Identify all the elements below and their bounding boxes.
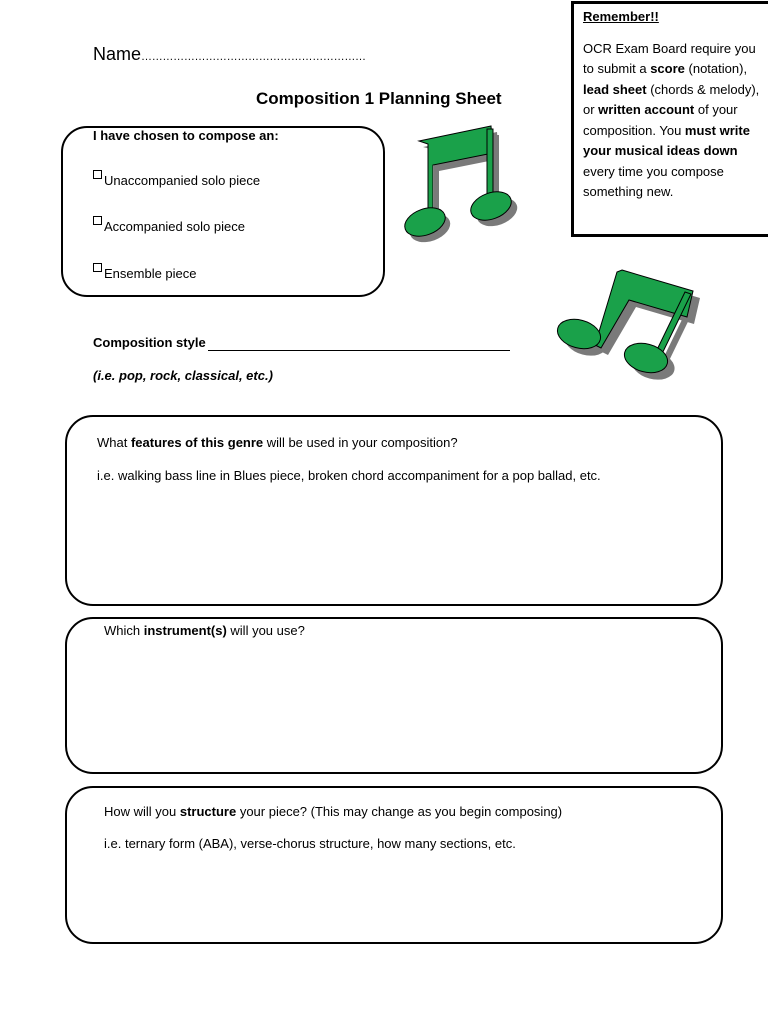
- composition-style-field[interactable]: [208, 350, 510, 351]
- remember-body: [583, 39, 763, 203]
- instruments-question: [104, 623, 305, 638]
- question-emphasis: features of this genre: [130, 435, 264, 450]
- name-label: Name: [93, 44, 142, 64]
- name-dots: ………………………………………………………: [141, 51, 366, 63]
- remember-callout: [571, 1, 768, 237]
- option-ensemble[interactable]: [93, 263, 197, 281]
- music-note-icon: [403, 124, 527, 248]
- remember-text: (notation),: [684, 61, 748, 76]
- question-emphasis: structure: [179, 804, 237, 819]
- name-field[interactable]: [93, 44, 366, 65]
- composition-type-heading: I have chosen to compose an:: [93, 128, 279, 143]
- question-text: Which: [104, 623, 144, 638]
- remember-text: (chords & melody), or: [583, 81, 760, 117]
- genre-example: i.e. walking bass line in Blues piece, broken chord accompaniment for a pop ballad, etc.: [97, 468, 601, 483]
- remember-emphasis: score: [650, 61, 685, 76]
- question-text: What: [97, 435, 131, 450]
- checkbox[interactable]: [93, 216, 102, 225]
- question-text: will be used in your composition?: [263, 435, 458, 450]
- checkbox[interactable]: [93, 170, 102, 179]
- instruments-box[interactable]: [65, 617, 723, 774]
- remember-emphasis: must write your musical ideas down: [583, 122, 750, 158]
- option-label: Unaccompanied solo piece: [104, 173, 261, 188]
- composition-style-hint: (i.e. pop, rock, classical, etc.): [93, 368, 273, 383]
- remember-emphasis: written account: [598, 102, 695, 117]
- remember-text: OCR Exam Board require you to submit a: [583, 40, 756, 76]
- page-title: Composition 1 Planning Sheet: [256, 89, 502, 108]
- checkbox[interactable]: [93, 263, 102, 272]
- option-label: Accompanied solo piece: [104, 219, 245, 234]
- question-text: your piece? (This may change as you begin composing): [236, 804, 563, 819]
- option-accompanied[interactable]: [93, 216, 245, 234]
- composition-style-label: Composition style: [93, 335, 206, 350]
- remember-emphasis: lead sheet: [583, 81, 647, 97]
- remember-heading: Remember!!: [583, 9, 659, 24]
- structure-question: [104, 804, 562, 819]
- music-note-icon: [557, 270, 703, 385]
- question-text: How will you: [104, 804, 180, 819]
- remember-text: every time you compose something new.: [583, 163, 724, 199]
- question-text: will you use?: [226, 623, 305, 638]
- remember-text: of your composition. You: [583, 102, 738, 138]
- structure-example: i.e. ternary form (ABA), verse-chorus structure, how many sections, etc.: [104, 836, 516, 851]
- option-label: Ensemble piece: [104, 266, 197, 281]
- genre-question: [97, 435, 458, 450]
- question-emphasis: instrument(s): [143, 623, 227, 638]
- option-unaccompanied[interactable]: [93, 170, 260, 188]
